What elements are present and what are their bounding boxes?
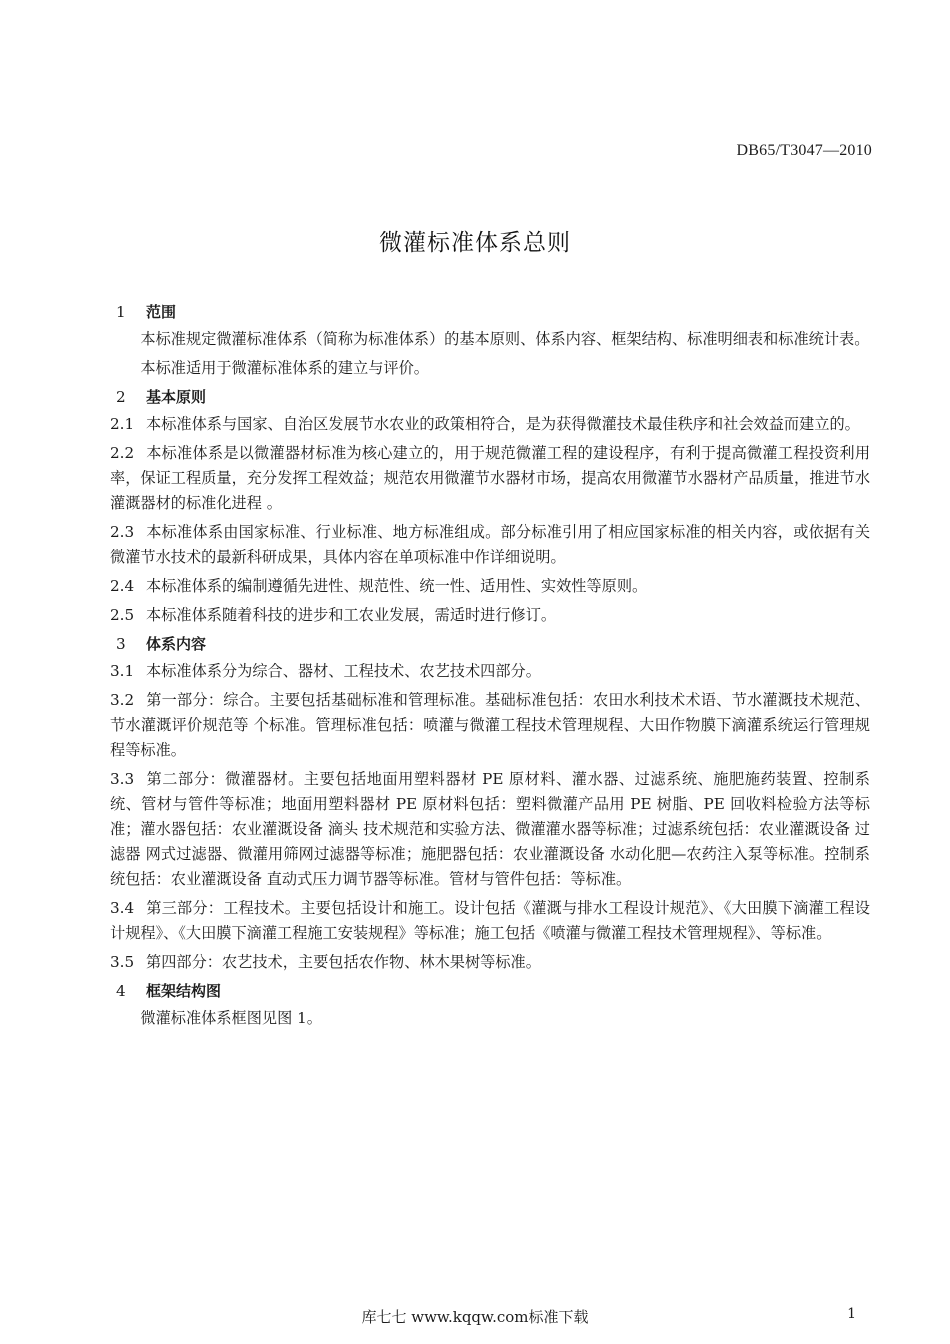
section-number: 2 — [116, 388, 126, 406]
clause-number: 3.3 — [110, 770, 135, 788]
page-number: 1 — [847, 1306, 856, 1322]
clause-2-3 — [110, 520, 870, 570]
paragraph: 微灌标准体系框图见图 1。 — [140, 1009, 322, 1027]
section-heading-4 — [110, 979, 870, 1004]
clause-number: 3.4 — [110, 899, 135, 917]
section-heading-1 — [110, 300, 870, 325]
clause-text: 第二部分：微灌器材。主要包括地面用塑料器材 PE 原材料、灌水器、过滤系统、施肥施药装置、控制系统、管材与管件等标准；地面用塑料器材 PE 原材料包括：塑料微灌产品用 PE 树脂、PE 回收料检验方法等标准；灌水器包括：农业灌溉设备 滴头 技术规范和实验方法、微灌灌水器等标准；过滤系统包括：农业灌溉设备 过滤器 网式过滤器、微灌用筛网过滤器等标准；施肥器包括：农业灌溉设备 水动化肥—农药注入泵等标准。控制系统包括：农业灌溉设备 直动式压力调节器等标准。管材与管件包括：等标准。 — [110, 770, 870, 888]
clause-text: 本标准体系是以微灌器材标准为核心建立的，用于规范微灌工程的建设程序，有利于提高微灌工程投资利用率，保证工程质量，充分发挥工程效益；规范农用微灌节水器材市场，提高农用微灌节水器材产品质量，推进节水灌溉器材的标准化进程 。 — [110, 444, 870, 512]
section-heading-2 — [110, 385, 870, 410]
section-title: 基本原则 — [146, 388, 207, 406]
clause-number: 3.5 — [110, 953, 135, 971]
page-title: 微灌标准体系总则 — [379, 230, 571, 256]
paragraph: 本标准适用于微灌标准体系的建立与评价。 — [140, 359, 429, 377]
clause-number: 2.4 — [110, 577, 135, 595]
section-title: 框架结构图 — [146, 982, 222, 1000]
clause-number: 2.1 — [110, 415, 135, 433]
clause-text: 本标准体系与国家、自治区发展节水农业的政策相符合，是为获得微灌技术最佳秩序和社会效益而建立的。 — [146, 415, 860, 433]
clause-number: 3.1 — [110, 662, 135, 680]
clause-text: 第三部分：工程技术。主要包括设计和施工。设计包括《灌溉与排水工程设计规范》、《大田膜下滴灌工程设计规程》、《大田膜下滴灌工程施工安装规程》等标准；施工包括《喷灌与微灌工程技术管理规程》、等标准。 — [110, 899, 870, 942]
clause-text: 第一部分：综合。主要包括基础标准和管理标准。基础标准包括：农田水利技术术语、节水灌溉技术规范、节水灌溉评价规范等 个标准。管理标准包括：喷灌与微灌工程技术管理规程、大田作物膜下滴灌系统运行管理规程等标准。 — [110, 691, 870, 759]
document-body — [110, 300, 870, 1035]
clause-3-4 — [110, 896, 870, 946]
clause-text: 本标准体系分为综合、器材、工程技术、农艺技术四部分。 — [146, 662, 541, 680]
document-code: DB65/T3047—2010 — [736, 142, 872, 159]
clause-text: 本标准体系随着科技的进步和工农业发展，需适时进行修订。 — [146, 606, 557, 624]
section-heading-3 — [110, 632, 870, 657]
clause-2-1 — [110, 412, 870, 437]
clause-text: 第四部分：农艺技术，主要包括农作物、林木果树等标准。 — [146, 953, 541, 971]
section-title: 体系内容 — [146, 635, 207, 653]
clause-number: 2.3 — [110, 523, 135, 541]
clause-2-4 — [110, 574, 870, 599]
section-title: 范围 — [146, 303, 177, 321]
clause-2-2 — [110, 441, 870, 516]
clause-3-3 — [110, 767, 870, 892]
clause-3-1 — [110, 659, 870, 684]
section-number: 4 — [116, 982, 126, 1000]
section-number: 1 — [116, 303, 126, 321]
clause-number: 2.5 — [110, 606, 135, 624]
section-number: 3 — [116, 635, 126, 653]
clause-text: 本标准体系由国家标准、行业标准、地方标准组成。部分标准引用了相应国家标准的相关内容，或依据有关微灌节水技术的最新科研成果，具体内容在单项标准中作详细说明。 — [110, 523, 870, 566]
clause-number: 2.2 — [110, 444, 135, 462]
clause-number: 3.2 — [110, 691, 135, 709]
footer-source: 库七七 www.kqqw.com标准下载 — [361, 1308, 589, 1326]
clause-3-5 — [110, 950, 870, 975]
paragraph: 本标准规定微灌标准体系（简称为标准体系）的基本原则、体系内容、框架结构、标准明细表和标准统计表。 — [140, 330, 870, 348]
clause-3-2 — [110, 688, 870, 763]
clause-text: 本标准体系的编制遵循先进性、规范性、统一性、适用性、实效性等原则。 — [146, 577, 648, 595]
clause-2-5 — [110, 603, 870, 628]
